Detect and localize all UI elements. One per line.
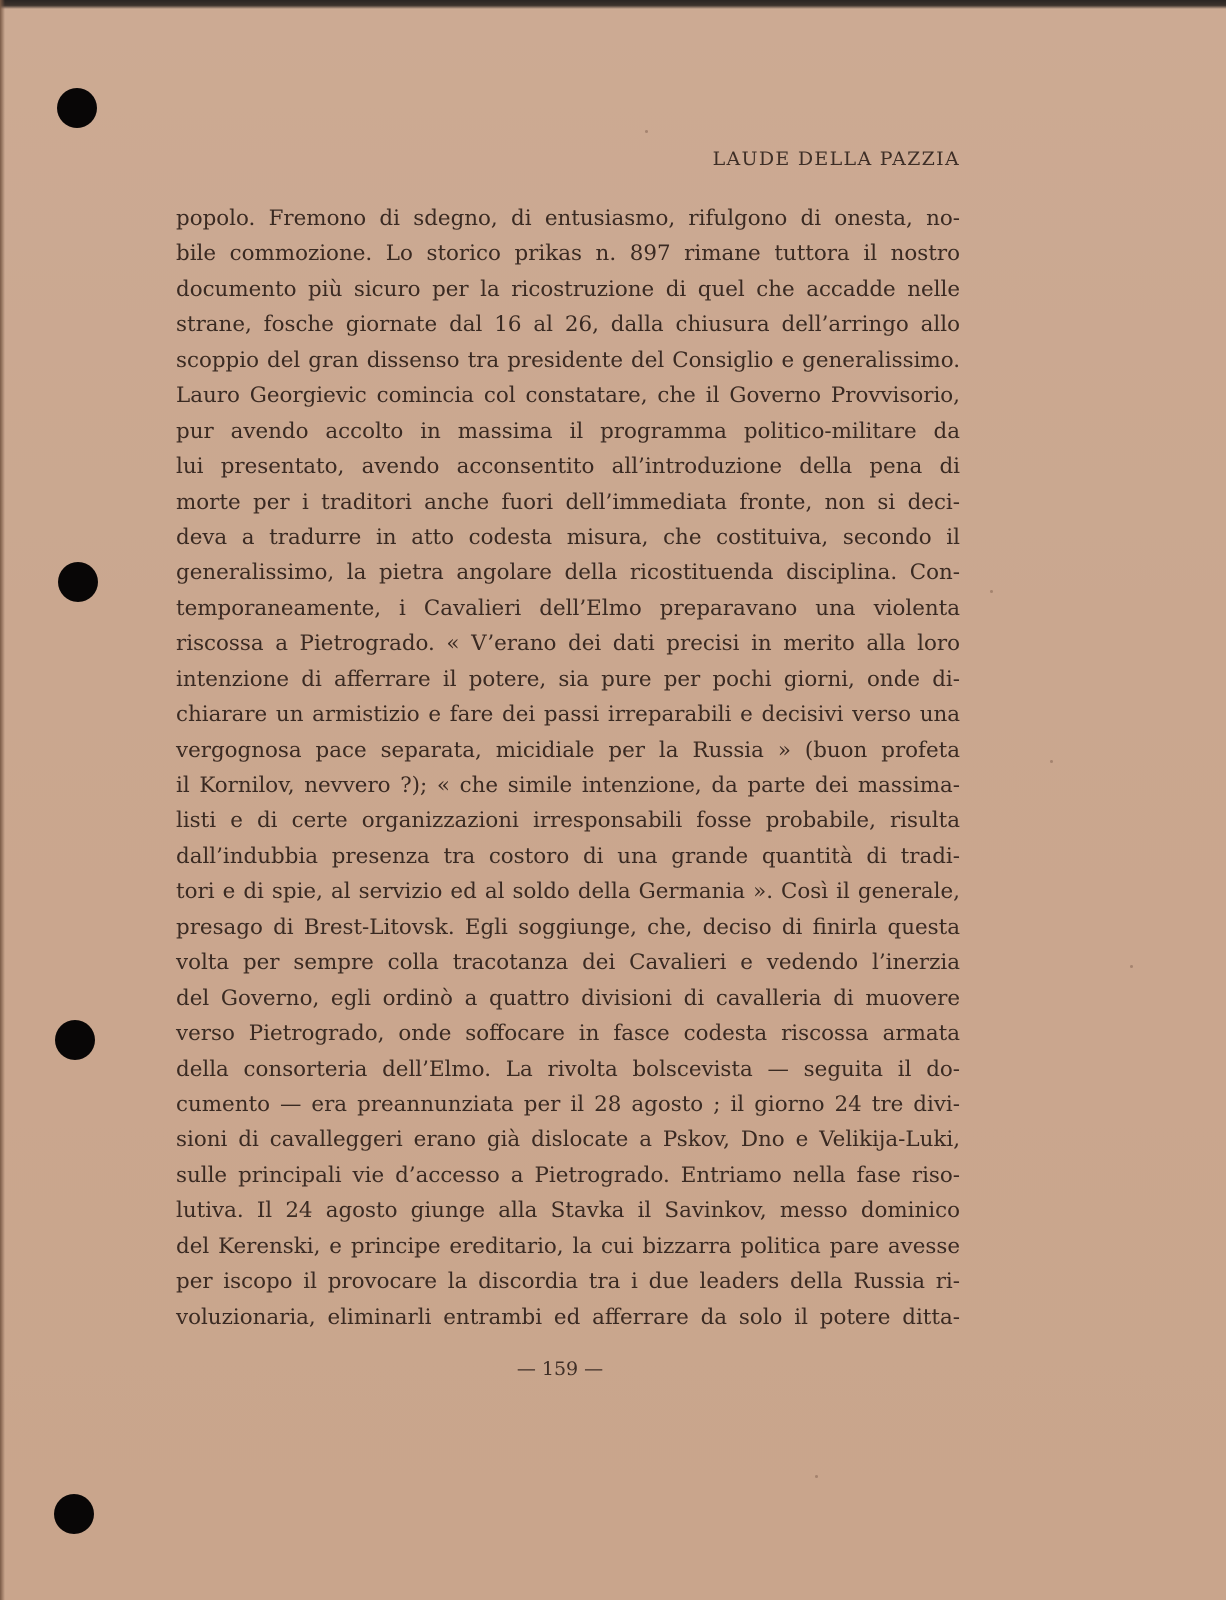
page-top-edge-shadow [0,0,1226,9]
text-line: del Governo, egli ordinò a quattro divisioni di cavalleria di muovere [176,985,960,1011]
binder-hole-3 [55,1020,95,1060]
text-line: della consorteria dell’Elmo. La rivolta bolscevista — seguita il do- [176,1056,960,1082]
running-head: LAUDE DELLA PAZZIA [712,148,960,170]
page-left-edge-shadow [0,0,5,1600]
text-line: verso Pietrogrado, onde soffocare in fasce codesta riscossa armata [176,1021,960,1047]
body-text [176,201,960,1335]
text-line: del Kerenski, e principe ereditario, la cui bizzarra politica pare avesse [176,1233,960,1259]
binder-hole-4 [54,1494,94,1534]
paper-speck [1050,760,1053,763]
text-line: listi e di certe organizzazioni irresponsabili fosse probabile, risulta [176,808,960,834]
text-line: il Kornilov, nevvero ?); « che simile intenzione, da parte dei massima- [176,773,960,798]
text-line: documento più sicuro per la ricostruzione di quel che accadde nelle [176,276,960,302]
text-line: popolo. Fremono di sdegno, di entusiasmo, rifulgono di onesta, no- [176,206,960,231]
text-line: morte per i traditori anche fuori dell’immediata fronte, non si deci- [176,489,960,515]
text-line: temporaneamente, i Cavalieri dell’Elmo preparavano una violenta [176,595,960,621]
text-line: sulle principali vie d’accesso a Pietrogrado. Entriamo nella fase riso- [176,1162,960,1188]
text-line: cumento — era preannunziata per il 28 agosto ; il giorno 24 tre divi- [176,1091,960,1117]
text-line: generalissimo, la pietra angolare della ricostituenda disciplina. Con- [176,560,960,586]
paper-speck [1130,965,1133,968]
text-line: lutiva. Il 24 agosto giunge alla Stavka il Savinkov, messo dominico [176,1198,960,1224]
binder-hole-2 [58,562,98,602]
text-line: sioni di cavalleggeri erano già dislocate a Pskov, Dno e Velikija-Luki, [176,1127,960,1153]
text-line: lui presentato, avendo acconsentito all’introduzione della pena di [176,454,960,480]
text-line: vergognosa pace separata, micidiale per la Russia » (buon profeta [176,737,960,763]
text-line: pur avendo accolto in massima il programma politico-militare da [176,418,960,444]
page-number: — 159 — [516,1358,604,1380]
text-line: chiarare un armistizio e fare dei passi irreparabili e decisivi verso una [176,702,960,728]
text-line: dall’indubbia presenza tra costoro di una grande quantità di tradi- [176,843,960,869]
paper-speck [645,130,648,133]
text-line: tori e di spie, al servizio ed al soldo della Germania ». Così il generale, [176,879,960,905]
binder-hole-1 [57,88,97,128]
text-line: riscossa a Pietrogrado. « V’erano dei dati precisi in merito alla loro [176,631,960,657]
paper-speck [815,1475,818,1478]
text-line: Lauro Georgievic comincia col constatare, che il Governo Provvisorio, [176,383,960,409]
text-line: volta per sempre colla tracotanza dei Cavalieri e vedendo l’inerzia [176,950,960,976]
text-line: deva a tradurre in atto codesta misura, che costituiva, secondo il [176,524,960,550]
text-line: bile commozione. Lo storico prikas n. 897 rimane tuttora il nostro [176,241,960,267]
text-line: strane, fosche giornate dal 16 al 26, dalla chiusura dell’arringo allo [176,312,960,338]
text-line: per iscopo il provocare la discordia tra i due leaders della Russia ri- [176,1269,960,1295]
text-line: scoppio del gran dissenso tra presidente del Consiglio e generalissimo. [176,347,960,373]
text-line: voluzionaria, eliminarli entrambi ed afferrare da solo il potere ditta- [176,1304,960,1330]
text-line: presago di Brest-Litovsk. Egli soggiunge, che, deciso di finirla questa [176,914,960,940]
text-line: intenzione di afferrare il potere, sia pure per pochi giorni, onde di- [176,666,960,692]
paper-speck [990,590,993,593]
